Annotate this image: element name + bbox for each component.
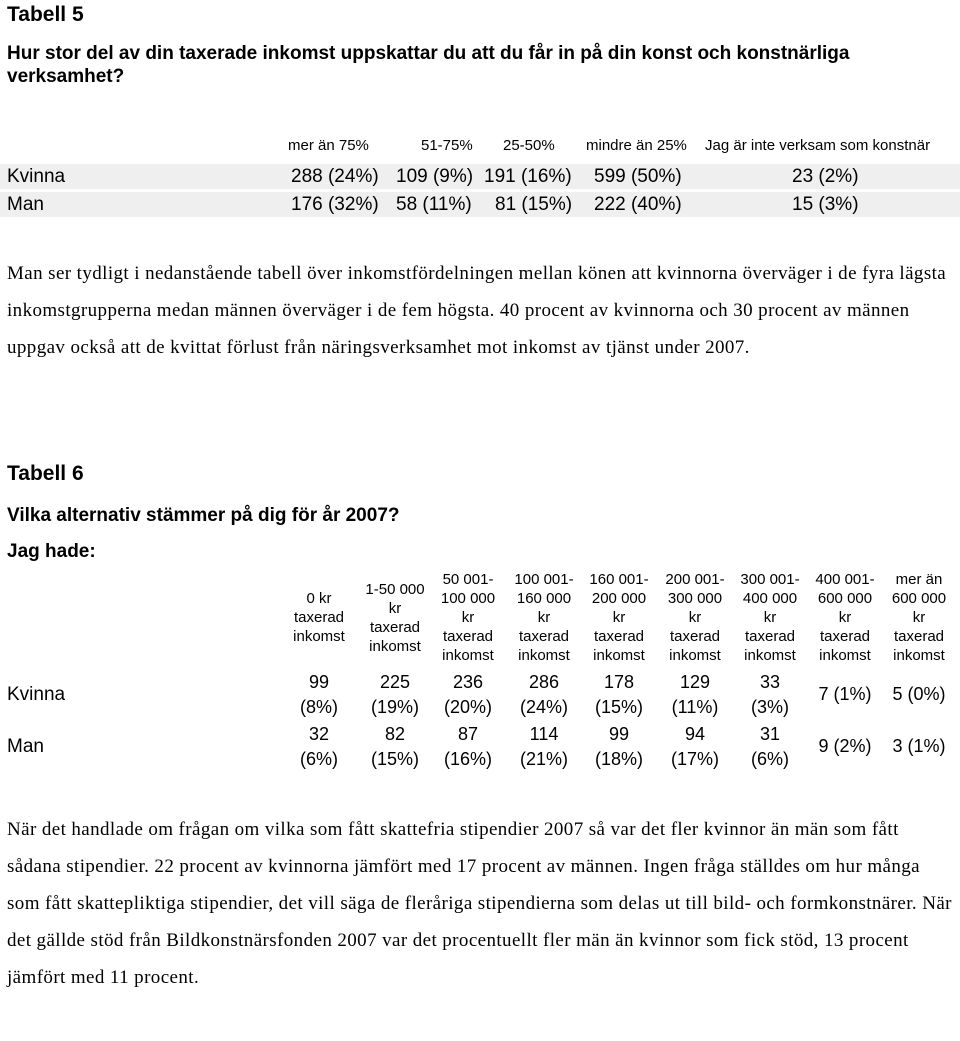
table-cell: 236 (20%) — [443, 672, 492, 717]
header-line: inkomst — [293, 628, 345, 645]
table-cell: 94 (17%) — [670, 724, 719, 769]
table-cell: 599 (50%) — [594, 166, 682, 187]
table-cell: 129 (11%) — [671, 672, 719, 717]
table-cell: 87 (16%) — [443, 724, 492, 769]
row-label: Man — [7, 736, 44, 757]
table-cell: 176 (32%) — [291, 194, 379, 215]
header-line: inkomst — [893, 647, 945, 664]
table-cell: 23 (2%) — [792, 166, 859, 187]
header-line: kr — [388, 600, 402, 617]
table-cell: 32 (6%) — [299, 724, 338, 769]
header-line: 600 000 — [817, 590, 873, 607]
table6-col-header — [581, 570, 657, 665]
table-cell: 99 (18%) — [594, 724, 643, 769]
header-line: kr — [763, 609, 777, 626]
header-line: inkomst — [518, 647, 570, 664]
header-line: inkomst — [593, 647, 645, 664]
header-line: 0 kr — [306, 590, 332, 607]
header-line: kr — [838, 609, 852, 626]
header-line: taxerad — [293, 609, 345, 626]
table5-row-kvinna — [0, 164, 960, 189]
header-line: 100 001- — [514, 571, 574, 588]
header-line: taxerad — [442, 628, 494, 645]
header-line: inkomst — [819, 647, 871, 664]
table-cell: 109 (9%) — [396, 166, 474, 187]
table-cell: 7 (1%) — [818, 684, 872, 704]
header-line: 600 000 — [891, 590, 947, 607]
body-paragraph: När det handlade om frågan om vilka som fått skattefria stipendier 2007 så var det fler kvinnor än män som fått sådana stipendier. 22 procent av kvinnorna jämfört med 17 procent av männen. Ingen fråga ställdes om hur många som fått skattepliktiga stipendier, det vill säga de fleråriga stipendierna som delas ut till bild- och formkonstnärer. När det gällde stöd från Bildkonstnärsfonden 2007 var det procentuellt fler män än kvinnor som fick stöd, 13 procent jämfört med 11 procent. — [7, 819, 952, 988]
table6-col-header — [807, 570, 883, 665]
header-line: taxerad — [819, 628, 871, 645]
header-line: kr — [912, 609, 926, 626]
header-line: 300 000 — [667, 590, 723, 607]
header-line: 50 001- — [442, 571, 494, 588]
table6-col-header — [657, 570, 733, 665]
row-label: Kvinna — [7, 684, 66, 705]
header-line: inkomst — [442, 647, 494, 664]
table5-col-header: mindre än 25% — [586, 137, 687, 154]
table-cell: 225 (19%) — [370, 672, 419, 717]
header-line: kr — [612, 609, 626, 626]
header-line: taxerad — [893, 628, 945, 645]
row-label: Kvinna — [7, 166, 66, 187]
table6-subtitle: Jag hade: — [7, 541, 96, 562]
table6-col-header — [732, 570, 808, 665]
header-line: 400 000 — [742, 590, 798, 607]
table-cell: 114 (21%) — [519, 724, 568, 769]
table5-col-header: 25-50% — [503, 137, 555, 154]
table6-title: Tabell 6 — [7, 462, 84, 485]
table6-col-header — [281, 589, 357, 646]
header-line: kr — [461, 609, 475, 626]
table5-col-header: 51-75% — [421, 137, 473, 154]
header-line: 200 001- — [665, 571, 725, 588]
header-line: taxerad — [744, 628, 796, 645]
table-cell: 178 (15%) — [594, 672, 643, 717]
header-line: taxerad — [593, 628, 645, 645]
table-cell: 9 (2%) — [818, 736, 872, 756]
table-cell: 191 (16%) — [484, 166, 572, 187]
table-cell: 31 (6%) — [750, 724, 789, 769]
header-line: taxerad — [518, 628, 570, 645]
table-cell: 82 (15%) — [370, 724, 419, 769]
header-line: mer än — [895, 571, 943, 588]
header-line: 400 001- — [815, 571, 875, 588]
table-cell: 33 (3%) — [750, 672, 789, 717]
header-line: inkomst — [669, 647, 721, 664]
table-cell: 286 (24%) — [519, 672, 568, 717]
table5-title: Tabell 5 — [7, 3, 84, 26]
row-label: Man — [7, 194, 44, 215]
table-cell: 99 (8%) — [299, 672, 338, 717]
header-line: kr — [537, 609, 551, 626]
table-cell: 288 (24%) — [291, 166, 379, 187]
table6-col-header — [357, 580, 433, 656]
header-line: inkomst — [369, 638, 421, 655]
header-line: taxerad — [669, 628, 721, 645]
body-paragraph: Man ser tydligt i nedanstående tabell över inkomstfördelningen mellan könen att kvinnorna överväger i de fyra lägsta inkomstgrupperna medan männen överväger i de fem högsta. 40 procent av kvinnorna och 30 procent av männen uppgav också att de kvittat förlust från näringsverksamhet mot inkomst av tjänst under 2007. — [7, 263, 947, 358]
header-line: inkomst — [744, 647, 796, 664]
table5-col-header: Jag är inte verksam som konstnär — [705, 137, 931, 154]
header-line: 160 001- — [589, 571, 649, 588]
table-cell: 58 (11%) — [396, 194, 472, 215]
table-cell: 15 (3%) — [792, 194, 859, 215]
table-cell: 3 (1%) — [892, 736, 946, 756]
table5-col-header: mer än 75% — [288, 137, 369, 154]
header-line: 160 000 — [516, 590, 572, 607]
table6-col-header — [881, 570, 957, 665]
table-cell: 5 (0%) — [892, 684, 946, 704]
table6-col-header — [430, 570, 506, 665]
table5-row-man — [0, 192, 960, 217]
table5-question: Hur stor del av din taxerade inkomst uppskattar du att du får in på din konst och konstnärliga verksamhet? — [7, 43, 850, 87]
header-line: 1-50 000 — [365, 581, 425, 598]
header-line: 200 000 — [591, 590, 647, 607]
header-line: taxerad — [369, 619, 421, 636]
table-cell: 222 (40%) — [594, 194, 682, 215]
header-line: 300 001- — [740, 571, 800, 588]
table-cell: 81 (15%) — [495, 194, 573, 215]
table6-col-header — [506, 570, 582, 665]
table6-question: Vilka alternativ stämmer på dig för år 2007? — [7, 505, 400, 526]
header-line: kr — [688, 609, 702, 626]
header-line: 100 000 — [440, 590, 496, 607]
